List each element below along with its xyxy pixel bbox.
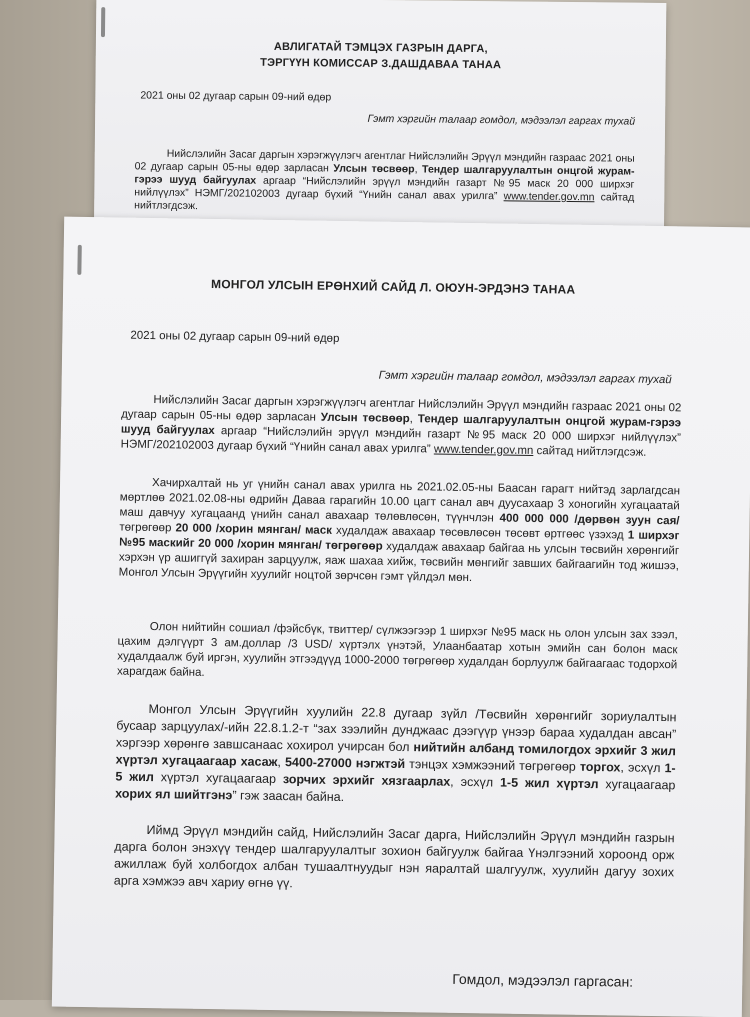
front-paragraph-3: Олон нийтийн сошиал /фэйсбүк, твиттер/ сүлжээгээр 1 ширхэг №95 маск нь олон улсын зах зээл, цахим дэлгүүрт 3 ам.доллар /3 USD/ хүртэлх үнэтэй, Улаанбаатар хотын эмийн сан болон маск худалдаалж буй иргэн, хуулийн этгээдүүд 1000-2000 төгрөгөөр худалдан борлуулж байгаагаас тодорхой харагдаж байна. xyxy=(117,621,678,679)
front-letter-page xyxy=(52,217,750,1017)
front-letter-date: 2021 оны 02 дугаар сарын 09-ний өдөр xyxy=(130,329,340,345)
signature-line: Гомдол, мэдээлэл гаргасан: xyxy=(452,970,634,990)
tender-link[interactable]: www.tender.gov.mn xyxy=(503,190,595,204)
addressee-line-1: АВЛИГАТАЙ ТЭМЦЭХ ГАЗРЫН ДАРГА, xyxy=(273,40,488,56)
front-paragraph-4: Монгол Улсын Эрүүгийн хуулийн 22.8 дугаар зүйл /Төсвийн хөрөнгийг зориулалтын бусаар зарцуулах/-ийн 22.8.1.2-т “зах зээлийн дунджаас дээгүүр үнээр бараа худалдан авсан” хэргээр хөрөнгө завшсанаас хохирол учирсан бол нийтийн албанд томилогдох эрхийг 3 жил хүртэл хугацаагаар хасаж, 5400-27000 нэгжтэй тэнцэх хэмжээний төгрөгөөр торгох, эсхүл 1-5 жил хүртэл хугацаагаар зорчих эрхийг хязгаарлах, эсхүл 1-5 жил хүртэл хугацаагаар хорих ял шийтгэнэ” гэж заасан байна. xyxy=(115,702,677,805)
front-paragraph-2: Хачирхалтай нь уг үнийн санал авах урилга нь 2021.02.05-ны Баасан гарагт нийтэд зарлагдсан мөртлөө 2021.02.08-ны өдрийн Даваа гарагийн 10.00 цагт санал авч дуусахаар 3 хоногийн хугацаатай маш давчуу хугацаанд үнийн санал авахаар төлөвлөсөн, түүнчлэн 400 000 000 /дөрвөн зуун сая/ төгрөгөөр 20 000 /хорин мянган/ маск худалдаж авахаар төсөвлөсөн төсөвт өртгөөс үзэхэд 1 ширхэг №95 маскийг 20 000 /хорин мянган/ төгрөгөөр худалдаж авахаар байгаа нь улсын төсвийн хөрөнгийг хэрхэн үр ашиггүй захиран зарцуулж, яаж шахаа хийж, төсвийн мөнгийг завших байгаагийн тод жишээ, Монгол Улсын Эрүүгийн хуулийг ноцтой зөрчсөн гэмт үйлдэл мөн. xyxy=(118,477,681,585)
front-letter-subject: Гэмт хэргийн талаар гомдол, мэдээлэл гаргах тухай xyxy=(378,369,672,387)
staple-icon xyxy=(77,245,81,275)
front-letter-addressee: МОНГОЛ УЛСЫН ЕРӨНХИЙ САЙД Л. ОЮУН-ЭРДЭНЭ ТАНАА xyxy=(211,276,576,297)
back-letter-addressee xyxy=(256,39,506,74)
back-letter-subject: Гэмт хэргийн талаар гомдол, мэдээлэл гаргах тухай xyxy=(367,112,636,128)
front-paragraph-5: Иймд Эрүүл мэндийн сайд, Нийслэлийн Засаг дарга, Нийслэлийн Эрүүл мэндийн газрын дарга болон энэхүү тендер шалгаруулалтыг зохион байгуулж байгаа Үнэлгээний хороонд орж ажиллаж буй холбогдох албан тушаалтнуудыг нэн яаралтай шалгуулж, хуулийн дагуу зохих арга хэмжээ авч хариу өгнө үү. xyxy=(113,823,675,891)
staple-icon xyxy=(101,7,105,37)
back-letter-date: 2021 оны 02 дугаар сарын 09-ний өдөр xyxy=(140,89,332,104)
addressee-line-2: ТЭРГҮҮН КОМИССАР З.ДАШДАВАА ТАНАА xyxy=(260,56,502,72)
tender-link[interactable]: www.tender.gov.mn xyxy=(433,443,534,458)
back-letter-paragraph-1: Нийслэлийн Засаг даргын хэрэгжүүлэгч агентлаг Нийслэлийн Эрүүл мэндийн газраас 2021 оны 02 дугаар сарын 05-ны өдөр зарласан Улсын төсвөөр, Тендер шалгаруулалтын онцгой журам-гэрээ шууд байгуулах аргаар “Нийслэлийн эрүүл мэндийн газарт №95 маск 20 000 ширхэг нийлүүлэх” НЭМГ/202102003 дугаар бүхий “Үнийн санал авах урилга” www.tender.gov.mn сайтад нийтлэгдсэж. xyxy=(134,147,635,213)
front-paragraph-1: Нийслэлийн Засаг даргын хэрэгжүүлэгч агентлаг Нийслэлийн Эрүүл мэндийн газраас 2021 оны 02 дугаар сарын 05-ны өдөр зарласан Улсын төсвөөр, Тендер шалгаруулалтын онцгой журам-гэрээ шууд байгуулах аргаар “Нийслэлийн эрүүл мэндийн газарт №95 маск 20 000 ширхэг нийлүүлэх” НЭМГ/202102003 дугаар бүхий “Үнийн санал авах урилга” www.tender.gov.mn сайтад нийтлэгдсэж. xyxy=(120,394,682,459)
